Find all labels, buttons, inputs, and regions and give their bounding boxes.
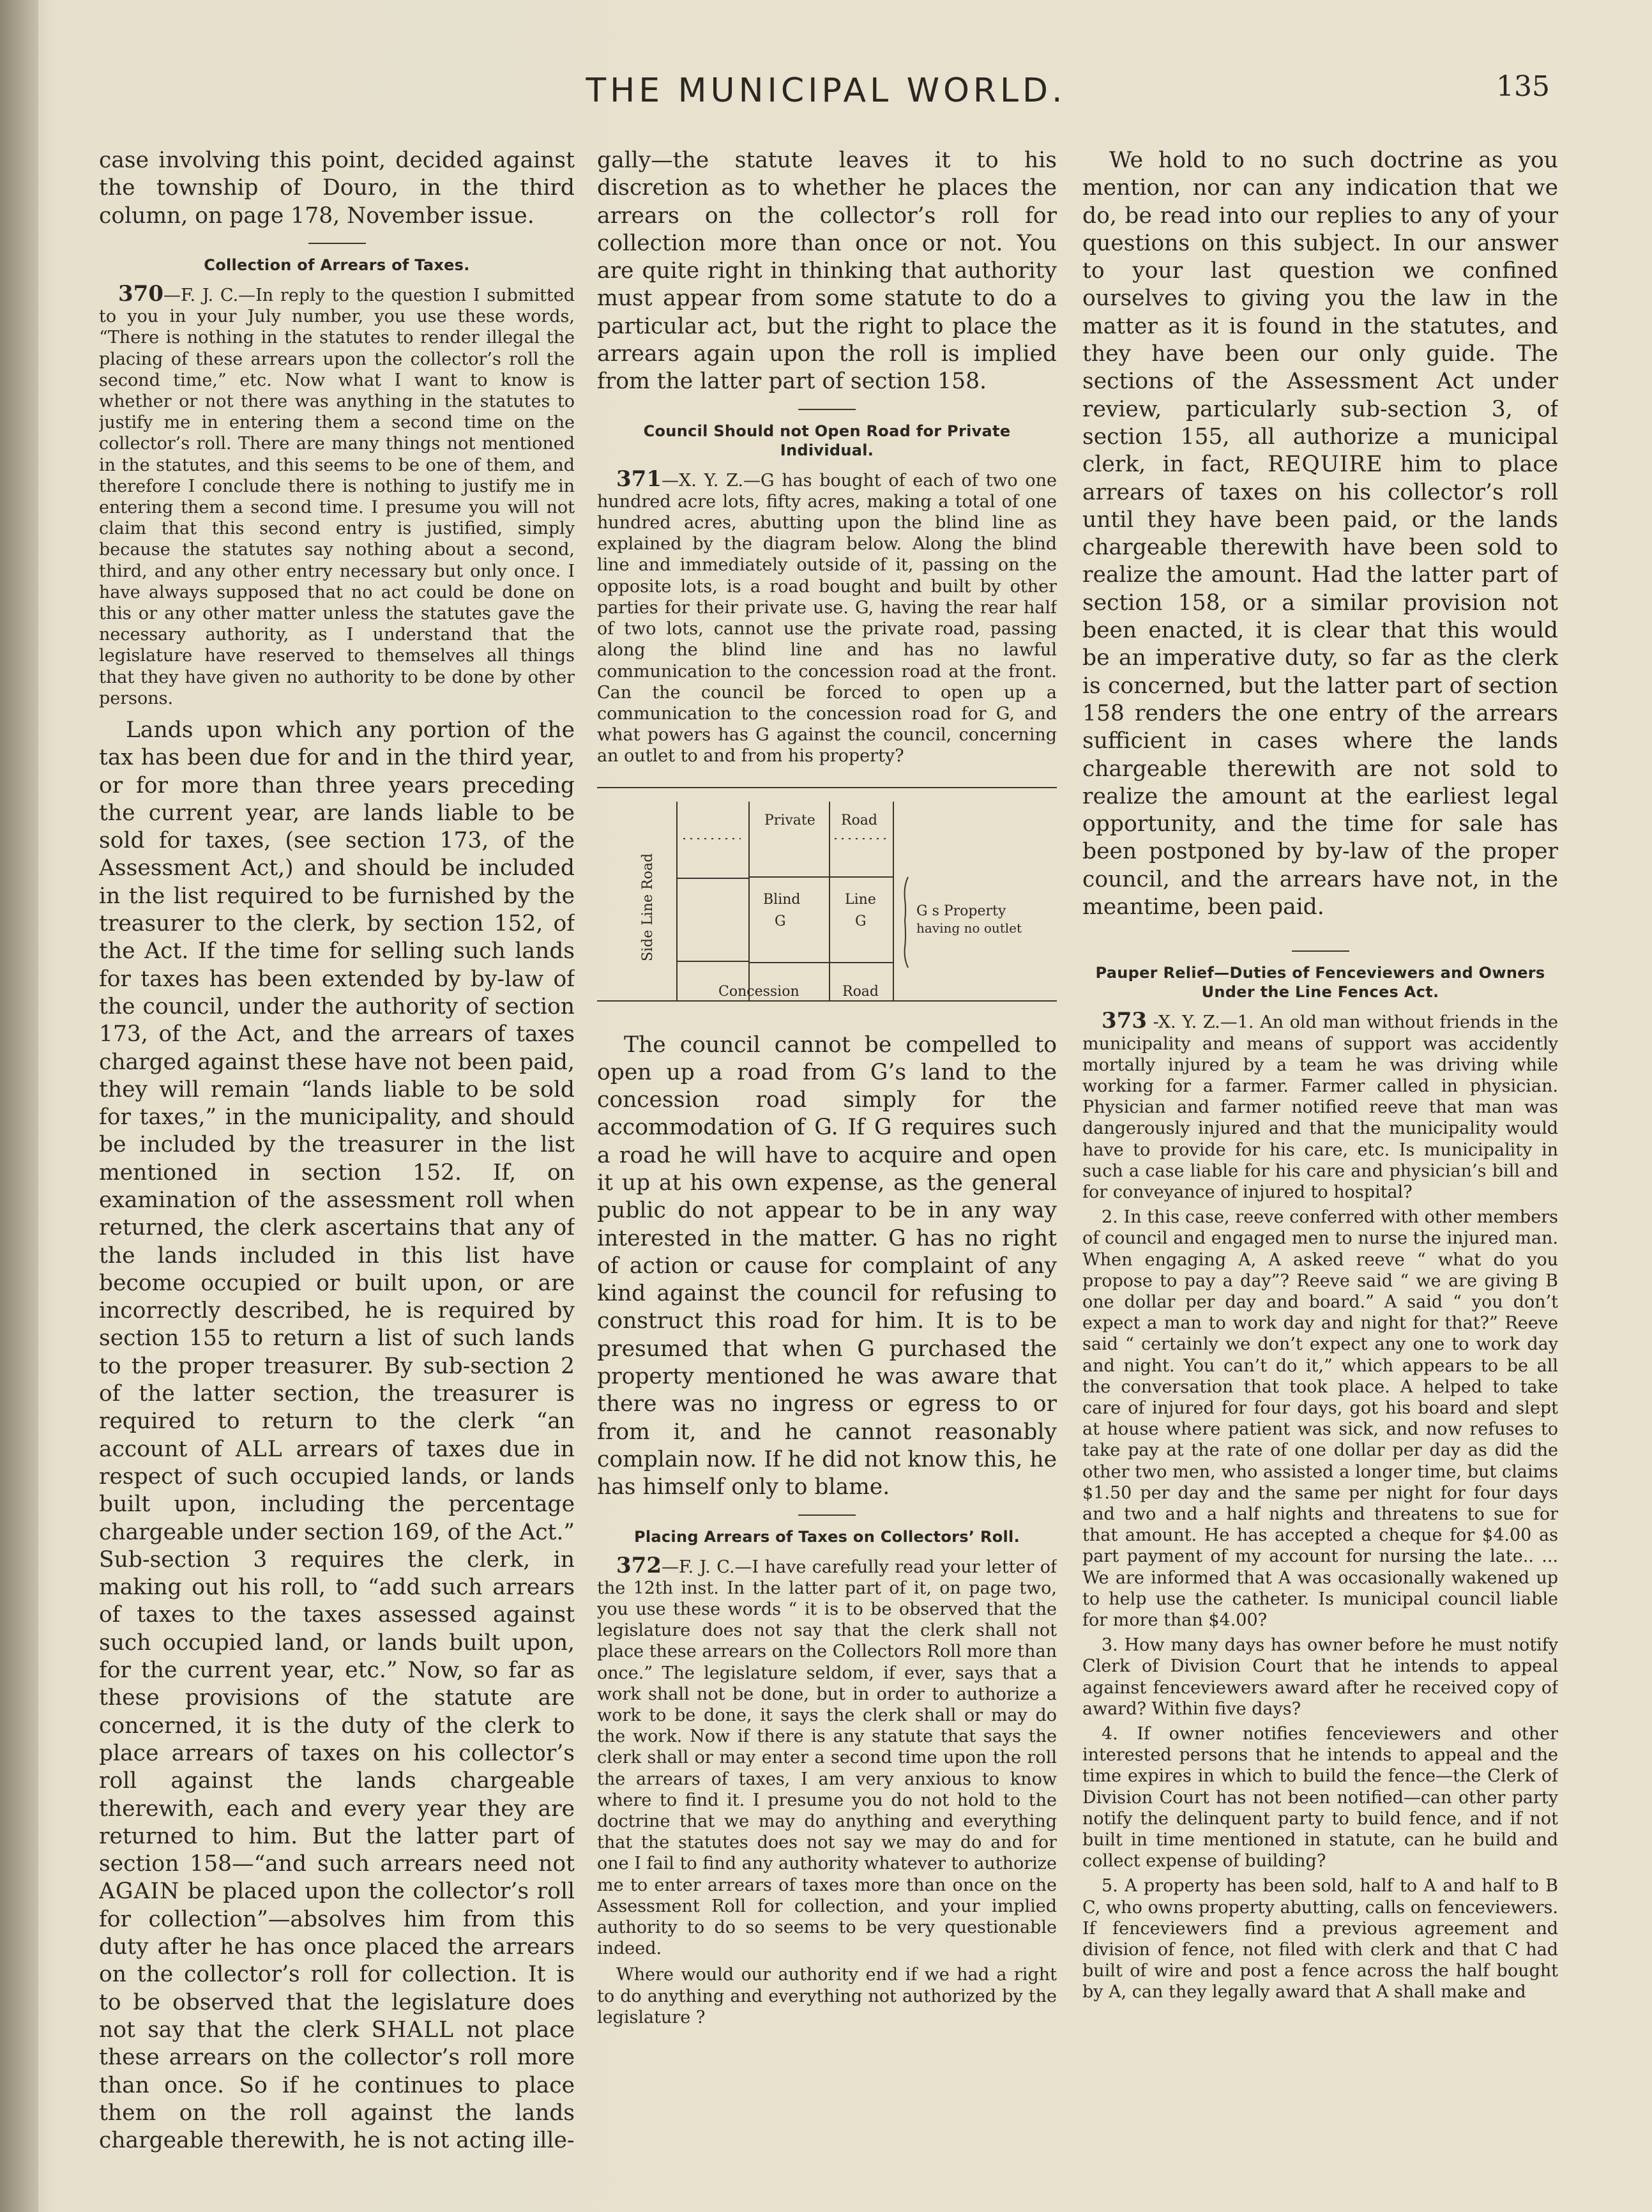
- page-title: THE MUNICIPAL WORLD.: [586, 72, 1066, 110]
- answer-text: We hold to no such doctrine as you mention, nor can any indication that we do, be read into our replies to any of your questions on this subject. In our answer to your last question we confined ourselves to giving you the law in the matter as it is found in the statutes, and they have been our only guide. The sections of the Assessment Act under review, particularly sub-section 3, of section 155, all authorize a municipal clerk, in fact,: [1082, 148, 1558, 478]
- question-373-3: 3. How many days has owner before he must notify Clerk of Division Court that he intends to appeal against fenceviewers award after he received copy of award? Within five days?: [1082, 1635, 1558, 1719]
- lot-g-label: G: [855, 913, 867, 929]
- emphasis: ALL: [235, 1436, 283, 1462]
- no-outlet-label: having no outlet: [916, 920, 1022, 936]
- section-heading: Council Should not Open Road for Private Individual.: [643, 422, 1011, 459]
- column-3: [1082, 147, 1558, 2159]
- answer-text: be placed upon the collector’s roll for collection”—absolves him from this duty after he has once placed the arrears on the collector’s roll for collection. It is to be observed that the legislature does not say that the clerk: [99, 1879, 575, 2043]
- question-373-1: [1082, 1008, 1558, 1203]
- question-370: [99, 280, 575, 709]
- question-371: [597, 466, 1057, 767]
- blind-label: Blind: [763, 891, 801, 908]
- answer-372: [1082, 147, 1558, 921]
- lot-g-label: G: [775, 913, 786, 929]
- answer-text: not place these arrears on the collector’s roll more than once. So if he continues to place them on the roll against the lands chargeable therewith, he is not acting ille-: [99, 2017, 575, 2154]
- section-heading: Collection of Arrears of Taxes.: [204, 256, 470, 274]
- column-2: [597, 147, 1057, 2159]
- diagram-lines: [597, 776, 1057, 1014]
- line-label: Line: [845, 891, 876, 908]
- question-373-4: 4. If owner notifies fenceviewers and other interested persons that he intends to appeal and the time expires in which to build the fence—the Clerk of Division Court has not been notified—can other party notify the delinquent party to build fence, and if not built in time mentioned in statute, can he build and collect expense of building?: [1082, 1724, 1558, 1872]
- question-number: 372: [616, 1552, 662, 1578]
- emphasis: AGAIN: [99, 1879, 180, 1905]
- answer-text: Lands upon which any portion of the tax has been due for and in the third year, or for more than three years preceding the current year, are lands liable to be sold for taxes, (see section 173, of the Assessment Act,) and should be included in the list required to be furnished by the treasurer to the clerk, by section 152, of the Act. If the time for selling such lands for taxes has been extended by by-law of the council, under the authority of section 173, of the Act, and the arrears of taxes charged against these have not been paid, they will remain “lands liable to be sold for taxes,” in the municipality, and should be included by the treasurer in the list mentioned in section 152. If, on examination of the assessment roll when returned, the clerk ascertains that any of the lands included in this list have become occupied or built upon, or are incorrectly described, he is required by section 155 to return a list of such lands to the proper treasurer. By sub-section 2 of the latter section, the treasurer is required to return to the clerk “an account of: [99, 717, 575, 1462]
- paragraph: case involving this point, decided against the township of Douro, in the third column, on page 178, November issue.: [99, 148, 575, 229]
- private-label: Private: [764, 812, 815, 828]
- section-divider: [798, 409, 856, 410]
- binding-gutter: [0, 0, 38, 2212]
- question-text: —F. J. C.—In reply to the question I submitted to you in your July number, you use these words, “There is nothing in the statutes to render illegal the placing of these arrears upon the collector’s roll the second time,” etc. Now what I want to know is whether or not there was anything in the statutes to justify me in entering them a second time on the collector’s roll. There are many things not mentioned in the statutes, and this seems to be one of them, and therefore I conclude there is nothing to justify me in entering them a second time. I presume you will not claim that this second entry is justified, simply because the statutes say nothing about a second, third, and any other entry necessary but only once. I have always supposed that no act could be done on this or any other matter unless the statutes gave the necessary authority, as I understand that the legislature have reserved to themselves all things that they have given no authority to be done by other persons.: [99, 285, 575, 708]
- paragraph: gally—the statute leaves it to his discretion as to whether he places the arrears on the collector’s roll for collection more than once or not. You are quite right in thinking that authority must appear from some statute to do a particular act, but the right to place the arrears again upon the roll is implied from the latter part of section 158.: [597, 148, 1057, 395]
- question-373-2: 2. In this case, reeve conferred with other members of council and engaged men to nurse the injured man. When engaging A, A asked reeve “ what do you propose to pay a day”? Reeve said “ we are giving B one dollar per day and board.” A said “ you don’t expect a man to work day and night for that?” Reeve said “ certainly we don’t expect any one to work day and night. You can’t do it,” which appears to be all the conversation that took place. A helped to take care of injured for four days, got his board and slept at house where patient was sick, and now refuses to take pay at the rate of one dollar per day as did the other two men, who assisted a longer time, but claims $1.50 per day and the same per night for four days and two and a half nights and threatens to sue for that amount. He has accepted a cheque for $4.00 as part payment of my account for nursing the late.. ... We are informed that A was occasionally wakened up to help use the catheter. Is municipal council liable for more than $4.00?: [1082, 1207, 1558, 1630]
- answer-text: arrears of taxes due in respect of such occupied lands, or lands built upon, including the percentage chargeable under section 169, of the Act.” Sub-section 3 requires the clerk, in making out his roll, to “add such arrears of taxes to the taxes assessed against such occupied land, or lands built upon, for the current year, etc.” Now, so far as these provisions of the statute are concerned, it is the duty of the clerk to place arrears of taxes on his collector’s roll against the lands chargeable therewith, each and every year they are returned to him. But the latter part of section 158—“and such arrears need not: [99, 1436, 575, 1877]
- column-1: [99, 147, 575, 2159]
- answer-371: The council cannot be compelled to open up a road from G’s land to the concession road simply for the accommodation of G. If G requires such a road he will have to acquire and open it up at his own expense, as the general public do not appear to be in any way interested in the matter. G has no right of action or cause for complaint of any kind against the council for refusing to construct this road for him. It is to be presumed that when G purchased the property mentioned he was aware that there was no ingress or egress to or from it, and he cannot reasonably complain now. If he did not know this, he has himself only to blame.: [597, 1032, 1057, 1500]
- section-divider: [798, 1514, 856, 1516]
- page-number: 135: [1496, 70, 1550, 103]
- question-372: [597, 1552, 1057, 1960]
- section-divider: [308, 243, 366, 244]
- question-number: 370: [118, 280, 163, 307]
- emphasis: REQUIRE: [1268, 452, 1383, 478]
- question-text: —X. Y. Z.—G has bought of each of two one hundred acre lots, fifty acres, making a total of one hundred acres, abutting upon the blind line as explained by the diagram below. Along the blind line and immediately outside of it, passing on the opposite lots, is a road bought and built by other parties for their private use. G, having the rear half of two lots, cannot use the private road, passing along the blind line and has no lawful communication to the concession road at the front. Can the council be forced to open up a communication to the concession road for G, and what powers has G against the council, concerning an outlet to and from his property?: [597, 470, 1057, 767]
- answer-text: him to place arrears of taxes on his collector’s roll until they have been paid, or the lands chargeable therewith have been sold to realize the amount. Had the latter part of section 158, or a similar provision not been enacted, it is clear that this would be an imperative duty, so far as the clerk is concerned, but the latter part of section 158 renders the one entry of the arrears sufficient in cases where the lands chargeable therewith are not sold to realize the amount at the earliest legal opportunity, and the time for sale has been postponed by by-law of the proper council, and the arrears have not, in the meantime, been paid.: [1082, 452, 1558, 920]
- section-divider: [1292, 950, 1349, 952]
- property-label: G s Property: [916, 903, 1006, 919]
- property-diagram: [597, 776, 1057, 1014]
- question-text: -X. Y. Z.—1. An old man without friends in the municipality and means of support was accidently mortally injured by a team he was driving while working for a farmer. Farmer called in physician. Physician and farmer notified reeve that man was dangerously injured and that the municipality would have to provide for his care, etc. Is municipality in such a case liable for his care and physician’s bill and for conveyance of injured to hospital?: [1082, 1012, 1558, 1202]
- question-373-5: 5. A property has been sold, half to A and half to B C, who owns property abutting, calls on fenceviewers. If fenceviewers find a previous agreement and division of fence, not filed with clerk and that C had built of wire and post a fence across the half bought by A, can they legally award that A shall make and: [1082, 1876, 1558, 2002]
- answer-370: [99, 717, 575, 2155]
- question-number: 373: [1102, 1008, 1147, 1034]
- question-text: —F. J. C.—I have carefully read your letter of the 12th inst. In the latter part of it, on page two, you use these words “ it is to be observed that the legislature does not say that the clerk shall not place these arrears on the Collectors Roll more than once.” The legislature seldom, if ever, says that a work shall not be done, but in order to authorize a work to be done, it says the clerk shall or may do the work. Now if there is any statute that says the clerk shall or may enter a second time upon the roll the arrears of taxes, I am very anxious to know where to find it. I presume you do not hold to the doctrine that we may do anything and everything that the statutes does not say we may do and for one I fail to find any authority whatever to authorize me to enter arrears of taxes more than once on the Assessment Roll for collection, and your implied authority to do so seems to be very questionable indeed.: [597, 1557, 1057, 1959]
- concession-label: Concession: [718, 983, 799, 1000]
- side-line-road-label: Side Line Road: [640, 853, 656, 961]
- road-label: Road: [841, 812, 878, 828]
- road-label: Road: [842, 983, 879, 1000]
- question-372-continued: Where would our authority end if we had a right to do anything and everything not authorized by the legislature ?: [597, 1965, 1057, 2027]
- question-number: 371: [616, 466, 662, 492]
- section-heading: Placing Arrears of Taxes on Collectors’ Roll.: [633, 1527, 1020, 1546]
- section-heading: Pauper Relief—Duties of Fenceviewers and Owners Under the Line Fences Act.: [1095, 964, 1545, 1002]
- emphasis: SHALL: [371, 2017, 455, 2043]
